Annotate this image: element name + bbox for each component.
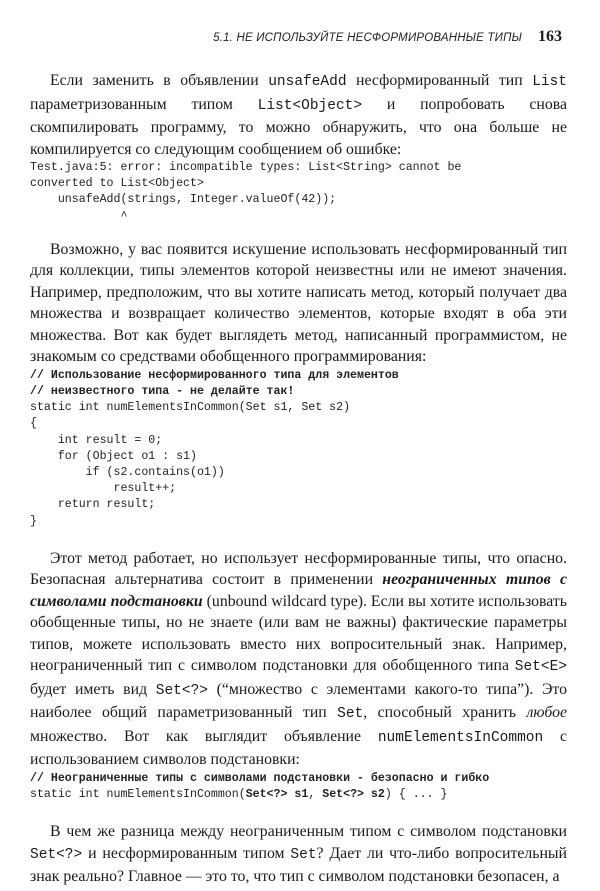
code-line: if (s2.contains(o1)) [30, 466, 225, 480]
code-fragment: static int numElementsInCommon( [30, 788, 246, 802]
term-emphasis: неограниченных типов с символами подстановки [30, 571, 567, 610]
inline-code: Set [290, 846, 317, 863]
inline-code: Set<?> [30, 846, 83, 863]
text: и несформированным типом [82, 844, 291, 862]
text: Этот метод работает, но использует несформированные типы, что опасно. Безопасная альтернатива состоит в применении [30, 549, 567, 589]
code-line: ^ [30, 209, 128, 223]
code-block-error [30, 160, 567, 225]
code-bold-fragment: Set<?> s2 [322, 788, 385, 802]
text: параметризованным типом [30, 95, 258, 113]
code-line: Test.java:5: error: incompatible types: List<String> cannot be [30, 161, 462, 174]
code-line: } [30, 514, 37, 528]
text: будет иметь вид [30, 680, 156, 698]
code-line: static int numElementsInCommon(Set s1, Set s2) [30, 401, 351, 415]
code-line: unsafeAdd(strings, Integer.valueOf(42)); [30, 193, 337, 207]
inline-code: List<Object> [257, 97, 363, 114]
page-number: 163 [538, 28, 562, 45]
code-comment: // неизвестного типа - не делайте так! [30, 385, 295, 399]
code-line: converted to List<Object> [30, 177, 204, 191]
code-line: int result = 0; [30, 433, 163, 447]
code-line: { [30, 417, 37, 431]
code-line [30, 788, 447, 801]
text: Если заменить в объявлении [50, 72, 269, 89]
emphasis: любое [526, 704, 567, 722]
inline-code: numElementsInCommon [377, 729, 544, 746]
code-block-wildcard [30, 771, 567, 803]
text: с использованием символов подстановки: [30, 727, 567, 769]
paragraph-3 [30, 548, 567, 771]
code-block-raw-types [30, 368, 567, 530]
text: (“множество с элементами какого-то типа”). Это наиболее общий параметризованный тип [30, 680, 567, 722]
section-title: 5.1. НЕ ИСПОЛЬЗУЙТЕ НЕСФОРМИРОВАННЫЕ ТИПЫ [213, 32, 522, 44]
paragraph-1 [30, 70, 567, 160]
code-line: for (Object o1 : s1) [30, 449, 197, 463]
page-content [30, 70, 567, 888]
inline-code: Set<?> [155, 682, 208, 699]
text: (unbound wildcard type). Если вы хотите использовать обобщенные типы, но не знаете (или вам не важны) фактические параметры типов, можете использовать вместо них вопросительный знак. Например, неограниченный тип с символом подстановки для обобщенного типа [30, 592, 568, 675]
inline-code: unsafeAdd [268, 74, 347, 90]
inline-code: List [532, 74, 568, 90]
paragraph-2: Возможно, у вас появится искушение использовать несформированный тип для коллекции, типы элементов которой неизвестны или не имеют значения. Например, предположим, что вы хотите написать метод, который получает два множества и возвращает количество элементов, которые входят в оба эти множества. Вот как будет выглядеть метод, написанный программистом, не знакомым со средствами обобщенного программирования: [30, 240, 567, 366]
inline-code: Set [337, 706, 364, 723]
code-line: result++; [30, 482, 177, 496]
inline-code: Set<E> [514, 659, 567, 676]
text: ? Дает ли что-либо вопросительный знак реально? Главное — это то, что тип с символом подстановки безопасен, а [30, 844, 567, 886]
text: несформированный тип [346, 72, 533, 89]
text: множество. Вот как выглядит объявление [30, 727, 378, 745]
code-line: return result; [30, 498, 156, 512]
running-header [213, 28, 562, 46]
code-comment: // Использование несформированного типа для элементов [30, 368, 399, 382]
code-fragment: ) { ... } [384, 788, 448, 802]
text: и попробовать снова скомпилировать программу, то можно обнаружить, что она больше не компилируется со следующим сообщением об ошибке: [30, 95, 567, 158]
paragraph-4 [30, 821, 567, 888]
code-comment: // Неограниченные типы с символами подстановки - безопасно и гибко [30, 771, 490, 785]
text: , способный хранить [363, 704, 527, 722]
code-bold-fragment: Set<?> s1 [245, 788, 309, 802]
code-fragment: , [308, 788, 323, 802]
text: В чем же разница между неограниченным типом с символом подстановки [50, 823, 567, 841]
